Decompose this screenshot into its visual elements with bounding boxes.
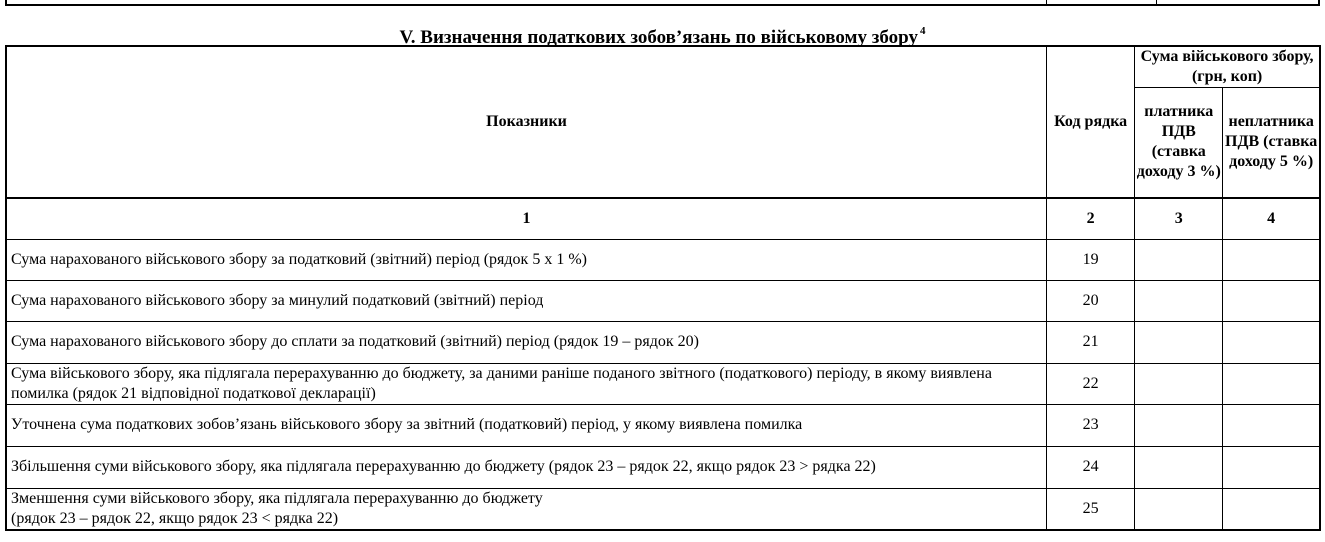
non-vat-payer-value-cell[interactable]: [1223, 239, 1320, 280]
column-number: 1: [6, 198, 1047, 240]
column-number-row: [6, 198, 1320, 240]
vat-payer-value-cell[interactable]: [1135, 363, 1223, 404]
non-vat-payer-value-cell[interactable]: [1223, 321, 1320, 363]
table-row: [6, 239, 1320, 280]
table-row: [6, 446, 1320, 488]
table-row: [6, 404, 1320, 446]
non-vat-payer-value-cell[interactable]: [1223, 488, 1320, 530]
vat-payer-value-cell[interactable]: [1135, 446, 1223, 488]
row-code-cell: 20: [1047, 280, 1135, 321]
vat-payer-value-cell[interactable]: [1135, 404, 1223, 446]
row-code-cell: 19: [1047, 239, 1135, 280]
previous-table-edge: [5, 0, 1320, 6]
column-number: 3: [1135, 198, 1223, 240]
indicator-cell: Уточнена сума податкових зобов’язань військового збору за звітний (податковий) період, у якому виявлена помилка: [6, 404, 1047, 446]
footnote-marker: 4: [919, 25, 926, 37]
row-code-cell: 24: [1047, 446, 1135, 488]
non-vat-payer-value-cell[interactable]: [1223, 404, 1320, 446]
column-number: 2: [1047, 198, 1135, 240]
header-vat-payer: платника ПДВ (ставка доходу 3 %): [1135, 88, 1223, 198]
non-vat-payer-value-cell[interactable]: [1223, 363, 1320, 404]
table-row: [6, 363, 1320, 404]
indicator-cell: Збільшення суми військового збору, яка підлягала перерахуванню до бюджету (рядок 23 – рядок 22, якщо рядок 23 > рядка 22): [6, 446, 1047, 488]
table-row: [6, 280, 1320, 321]
vat-payer-value-cell[interactable]: [1135, 239, 1223, 280]
column-number: 4: [1223, 198, 1320, 240]
vat-payer-value-cell[interactable]: [1135, 321, 1223, 363]
vat-payer-value-cell[interactable]: [1135, 280, 1223, 321]
table-row: [6, 488, 1320, 530]
indicator-cell: Сума нарахованого військового збору за податковий (звітний) період (рядок 5 х 1 %): [6, 239, 1047, 280]
military-levy-table: [5, 45, 1321, 531]
non-vat-payer-value-cell[interactable]: [1223, 446, 1320, 488]
header-sum-group: Сума військового збору, (грн, коп): [1135, 46, 1320, 88]
header-row-code: Код рядка: [1047, 46, 1135, 198]
row-code-cell: 23: [1047, 404, 1135, 446]
indicator-cell: Сума військового збору, яка підлягала перерахуванню до бюджету, за даними раніше поданого звітного (податкового) періоду, в якому виявлена помилка (рядок 21 відповідної податкової декларації): [6, 363, 1047, 404]
header-indicators: Показники: [6, 46, 1047, 198]
indicator-cell: Сума нарахованого військового збору за минулий податковий (звітний) період: [6, 280, 1047, 321]
table-row: [6, 321, 1320, 363]
indicator-cell: Зменшення суми військового збору, яка підлягала перерахуванню до бюджету (рядок 23 – рядок 22, якщо рядок 23 < рядка 22): [6, 488, 1047, 530]
indicator-cell: Сума нарахованого військового збору до сплати за податковий (звітний) період (рядок 19 – рядок 20): [6, 321, 1047, 363]
row-code-cell: 25: [1047, 488, 1135, 530]
row-code-cell: 22: [1047, 363, 1135, 404]
section-title-text: V. Визначення податкових зобов’язань по військовому збору: [399, 27, 918, 48]
non-vat-payer-value-cell[interactable]: [1223, 280, 1320, 321]
vat-payer-value-cell[interactable]: [1135, 488, 1223, 530]
header-non-vat-payer: неплатника ПДВ (ставка доходу 5 %): [1223, 88, 1320, 198]
row-code-cell: 21: [1047, 321, 1135, 363]
